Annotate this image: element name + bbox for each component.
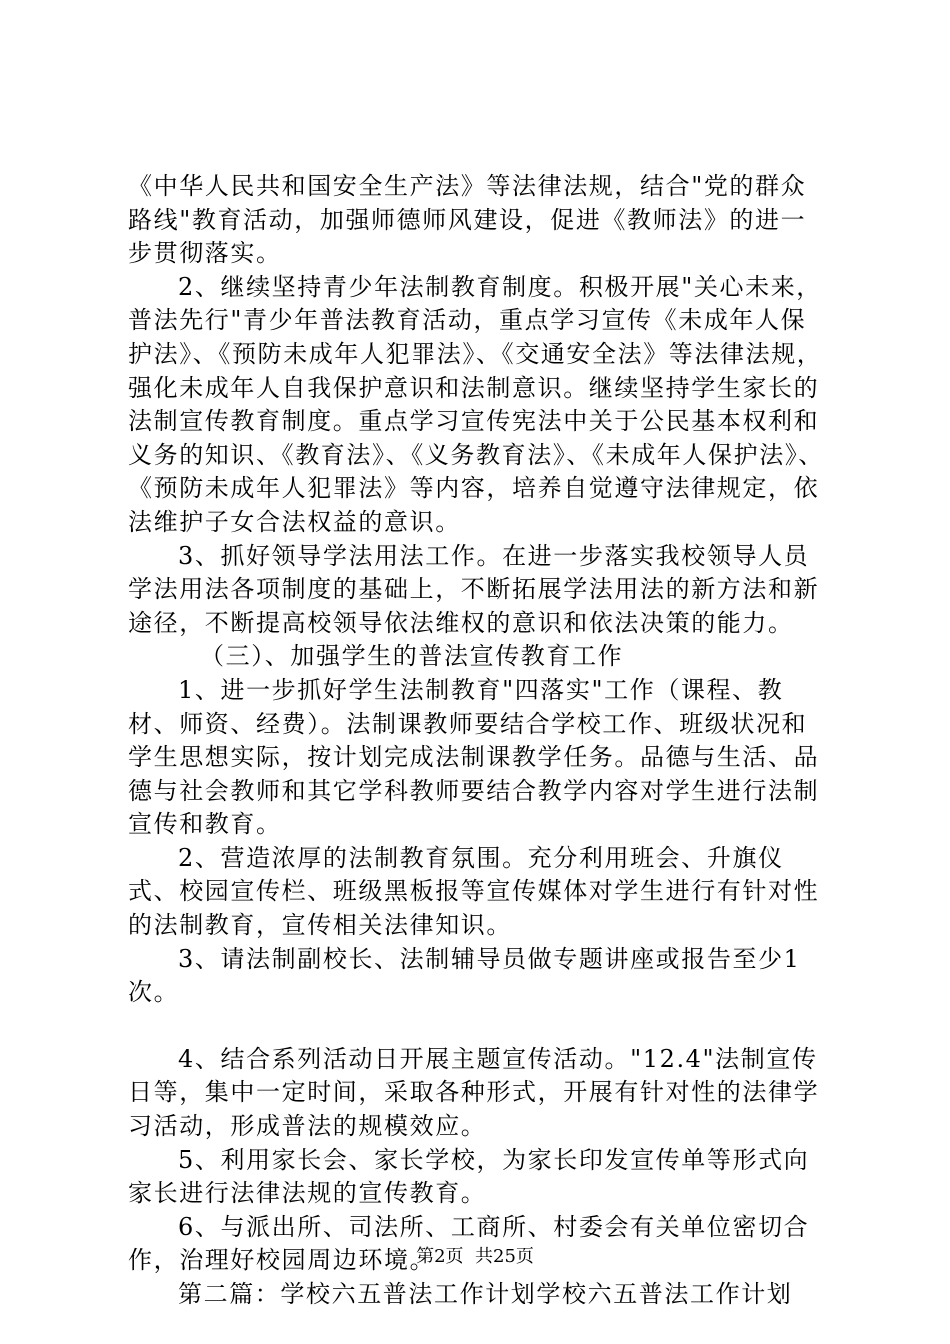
document-body bbox=[128, 170, 828, 1312]
paragraph-continuation: 《中华人民共和国安全生产法》等法律法规，结合"党的群众路线"教育活动，加强师德师风建设，促进《教师法》的进一步贯彻落实。 bbox=[128, 172, 807, 268]
page-number-footer: 第2页 共25页 bbox=[416, 1246, 534, 1267]
paragraph-lectures: 3、请法制副校长、法制辅导员做专题讲座或报告至少1次。 bbox=[128, 944, 801, 1007]
section-heading-student-education: （三）、加强学生的普法宣传教育工作 bbox=[200, 642, 624, 671]
paragraph-leadership-law-study: 3、抓好领导学法用法工作。在进一步落实我校领导人员学法用法各项制度的基础上，不断拓展学法用法的新方法和新途径，不断提高校领导依法维权的意识和依法决策的能力。 bbox=[128, 541, 820, 637]
paragraph-youth-legal-education: 2、继续坚持青少年法制教育制度。积极开展"关心未来，普法先行"青少年普法教育活动，重点学习宣传《未成年人保护法》、《预防未成年人犯罪法》、《交通安全法》等法律法规，强化未成年人自我保护意识和法制意识。继续坚持学生家长的法制宣传教育制度。重点学习宣传宪法中关于公民基本权利和义务的知识、《教育法》、《义务教育法》、《未成年人保护法》、《预防未成年人犯罪法》等内容，培养自觉遵守法律规定，依法维护子女合法权益的意识。 bbox=[128, 272, 824, 536]
paragraph-activity-days: 4、结合系列活动日开展主题宣传活动。"12.4"法制宣传日等，集中一定时间，采取各种形式，开展有针对性的法律学习活动，形成普法的规模效应。 bbox=[128, 1044, 820, 1141]
paragraph-parents-meeting: 5、利用家长会、家长学校，为家长印发宣传单等形式向家长进行法律法规的宣传教育。 bbox=[128, 1145, 810, 1208]
paragraph-second-article-title: 第二篇：学校六五普法工作计划学校六五普法工作计划 bbox=[178, 1280, 793, 1308]
paragraph-education-atmosphere: 2、营造浓厚的法制教育氛围。充分利用班会、升旗仪式、校园宣传栏、班级黑板报等宣传媒体对学生进行有针对性的法制教育，宣传相关法律知识。 bbox=[128, 843, 820, 940]
paragraph-four-implementations: 1、进一步抓好学生法制教育"四落实"工作（课程、教材、师资、经费）。法制课教师要结合学校工作、班级状况和学生思想实际，按计划完成法制课教学任务。品德与生活、品德与社会教师和其它学科教师要结合教学内容对学生进行法制宣传和教育。 bbox=[128, 675, 820, 839]
paragraph-cooperation: 6、与派出所、司法所、工商所、村委会有关单位密切合作，治理好校园周边环境。 bbox=[128, 1212, 810, 1275]
